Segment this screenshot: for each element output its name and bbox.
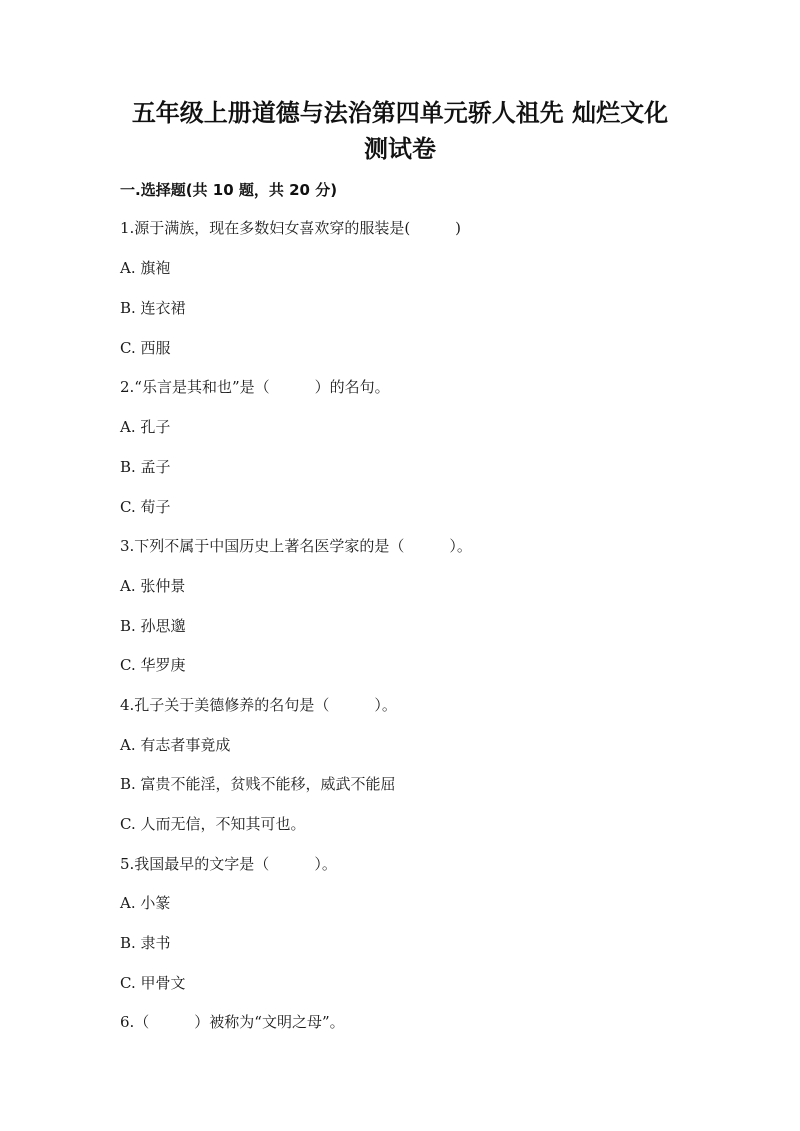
question-2-option-c: C. 荀子 bbox=[120, 498, 171, 516]
question-3-option-b: B. 孙思邈 bbox=[120, 617, 186, 635]
question-4-option-a: A. 有志者事竟成 bbox=[120, 736, 231, 754]
question-4-stem: 4.孔子关于美德修养的名句是（ ）。 bbox=[120, 696, 397, 714]
question-3-option-a: A. 张仲景 bbox=[120, 577, 186, 595]
question-4-option-c: C. 人而无信，不知其可也。 bbox=[120, 815, 306, 833]
question-5-stem: 5.我国最早的文字是（ ）。 bbox=[120, 855, 337, 873]
question-1-option-c: C. 西服 bbox=[120, 339, 171, 357]
question-2-option-a: A. 孔子 bbox=[120, 418, 171, 436]
question-3-option-c: C. 华罗庚 bbox=[120, 656, 186, 674]
question-1-option-b: B. 连衣裙 bbox=[120, 299, 186, 317]
question-2-stem: 2.“乐言是其和也”是（ ）的名句。 bbox=[120, 378, 390, 396]
question-5-option-a: A. 小篆 bbox=[120, 894, 171, 912]
question-6-stem: 6.（ ）被称为“文明之母”。 bbox=[120, 1013, 345, 1031]
question-5-option-b: B. 隶书 bbox=[120, 934, 171, 952]
page-title-line-1: 五年级上册道德与法治第四单元骄人祖先 灿烂文化 bbox=[131, 99, 669, 127]
question-5-option-c: C. 甲骨文 bbox=[120, 974, 186, 992]
question-3-stem: 3.下列不属于中国历史上著名医学家的是（ ）。 bbox=[120, 537, 472, 555]
question-1-stem: 1.源于满族，现在多数妇女喜欢穿的服装是( ) bbox=[120, 219, 462, 237]
page-title-line-2: 测试卷 bbox=[364, 135, 436, 163]
section-heading: 一.选择题(共 10 题，共 20 分) bbox=[120, 181, 338, 199]
question-2-option-b: B. 孟子 bbox=[120, 458, 171, 476]
question-4-option-b: B. 富贵不能淫，贫贱不能移，威武不能屈 bbox=[120, 775, 396, 793]
question-1-option-a: A. 旗袍 bbox=[120, 259, 171, 277]
